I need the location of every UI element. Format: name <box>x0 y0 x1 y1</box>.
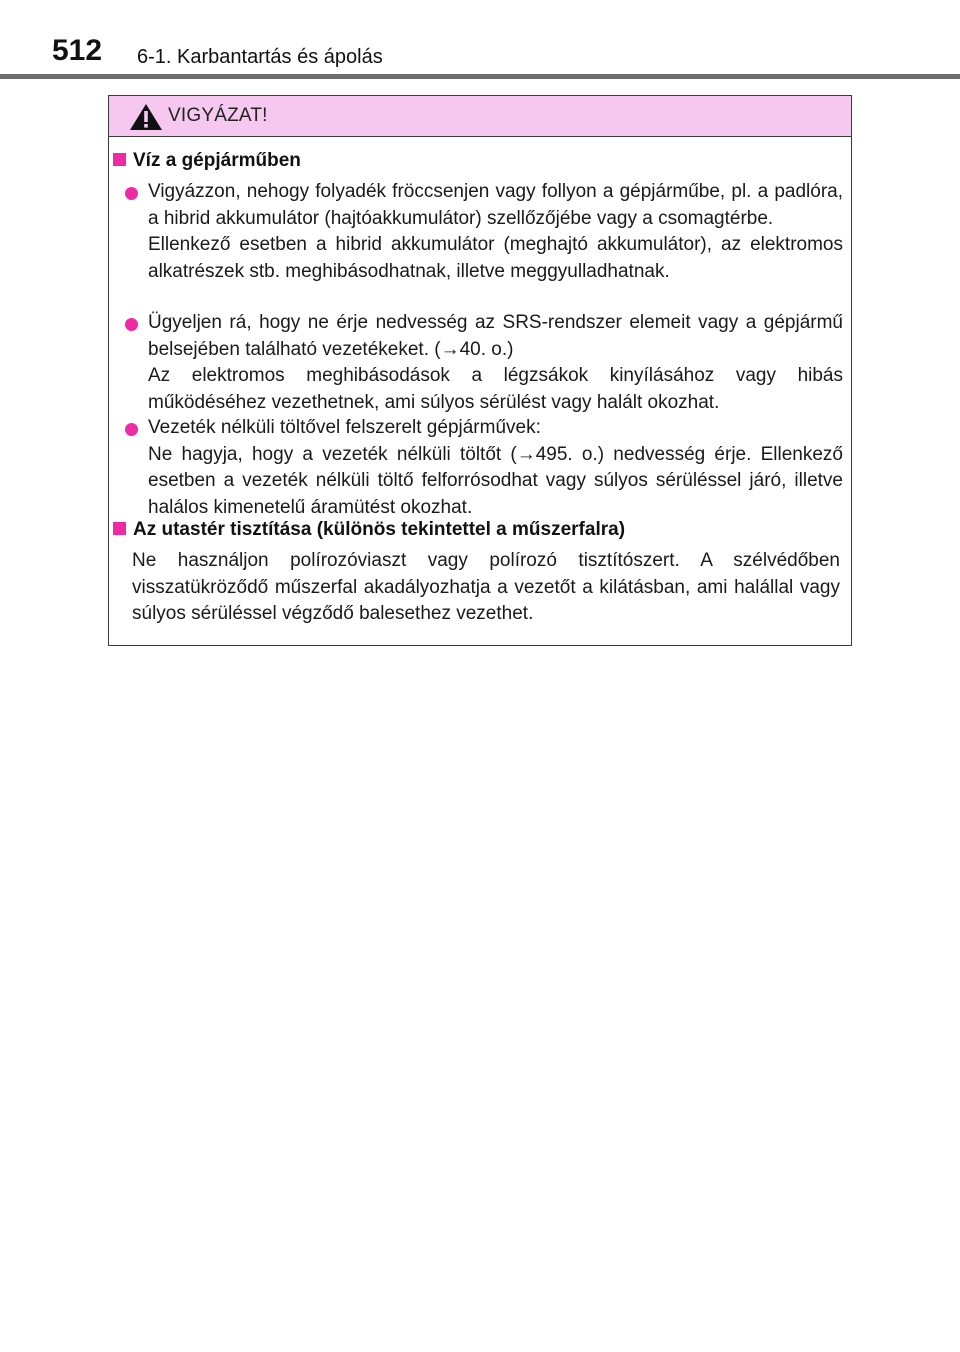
warning-label: VIGYÁZAT! <box>168 105 268 126</box>
square-bullet-icon <box>113 153 126 166</box>
round-bullet-icon <box>125 318 138 331</box>
header-rule <box>0 74 960 79</box>
paragraph: Az elektromos meghibásodások a légzsákok kinyílásához vagy hibás működéséhez vezethetnek, ami súlyos sérülést vagy halált okozhat. <box>148 365 843 413</box>
square-bullet-icon <box>113 522 126 535</box>
warning-box <box>108 95 852 646</box>
page-number: 512 <box>52 34 103 67</box>
warning-triangle-icon <box>129 103 163 131</box>
page-header <box>0 0 960 80</box>
section-heading-water: Víz a gépjárműben <box>113 150 301 172</box>
section-heading-cleaning: Az utastér tisztítása (különös tekintettel a műszerfalra) <box>113 519 625 541</box>
paragraph: Vigyázzon, nehogy folyadék fröccsenjen vagy follyon a gépjárműbe, pl. a padlóra, a hibrid akkumulátor (hajtóakkumulátor) szellőzőjébe vagy a csomagtérbe. <box>148 181 843 229</box>
paragraph: Ne hagyja, hogy a vezeték nélküli töltőt (→495. o.) nedvesség érje. Ellenkező esetben a vezeték nélküli töltő felforrósodhat vagy súlyos sérüléssel járó, illetve halálos kimenetelű áramütést okozhat. <box>148 443 843 518</box>
paragraph: Vezeték nélküli töltővel felszerelt gépjárművek: <box>148 417 541 438</box>
round-bullet-icon <box>125 187 138 200</box>
paragraph: Ne használjon polírozóviaszt vagy polírozó tisztítószert. A szélvédőben visszatükröződő műszerfal akadályozhatja a vezetőt a kilátásban, ami halállal vagy súlyos sérüléssel végződő balesethez vezethet. <box>132 550 840 624</box>
warning-header <box>109 96 851 137</box>
paragraph: Ellenkező esetben a hibrid akkumulátor (meghajtó akkumulátor), az elektromos alkatrészek stb. meghibásodhatnak, illetve meggyulladhatnak. <box>148 234 843 282</box>
round-bullet-icon <box>125 423 138 436</box>
section-title: 6-1. Karbantartás és ápolás <box>137 46 383 68</box>
paragraph: Ügyeljen rá, hogy ne érje nedvesség az SRS-rendszer elemeit vagy a gépjármű belsejében található vezetékeket. (→40. o.) <box>148 312 843 360</box>
